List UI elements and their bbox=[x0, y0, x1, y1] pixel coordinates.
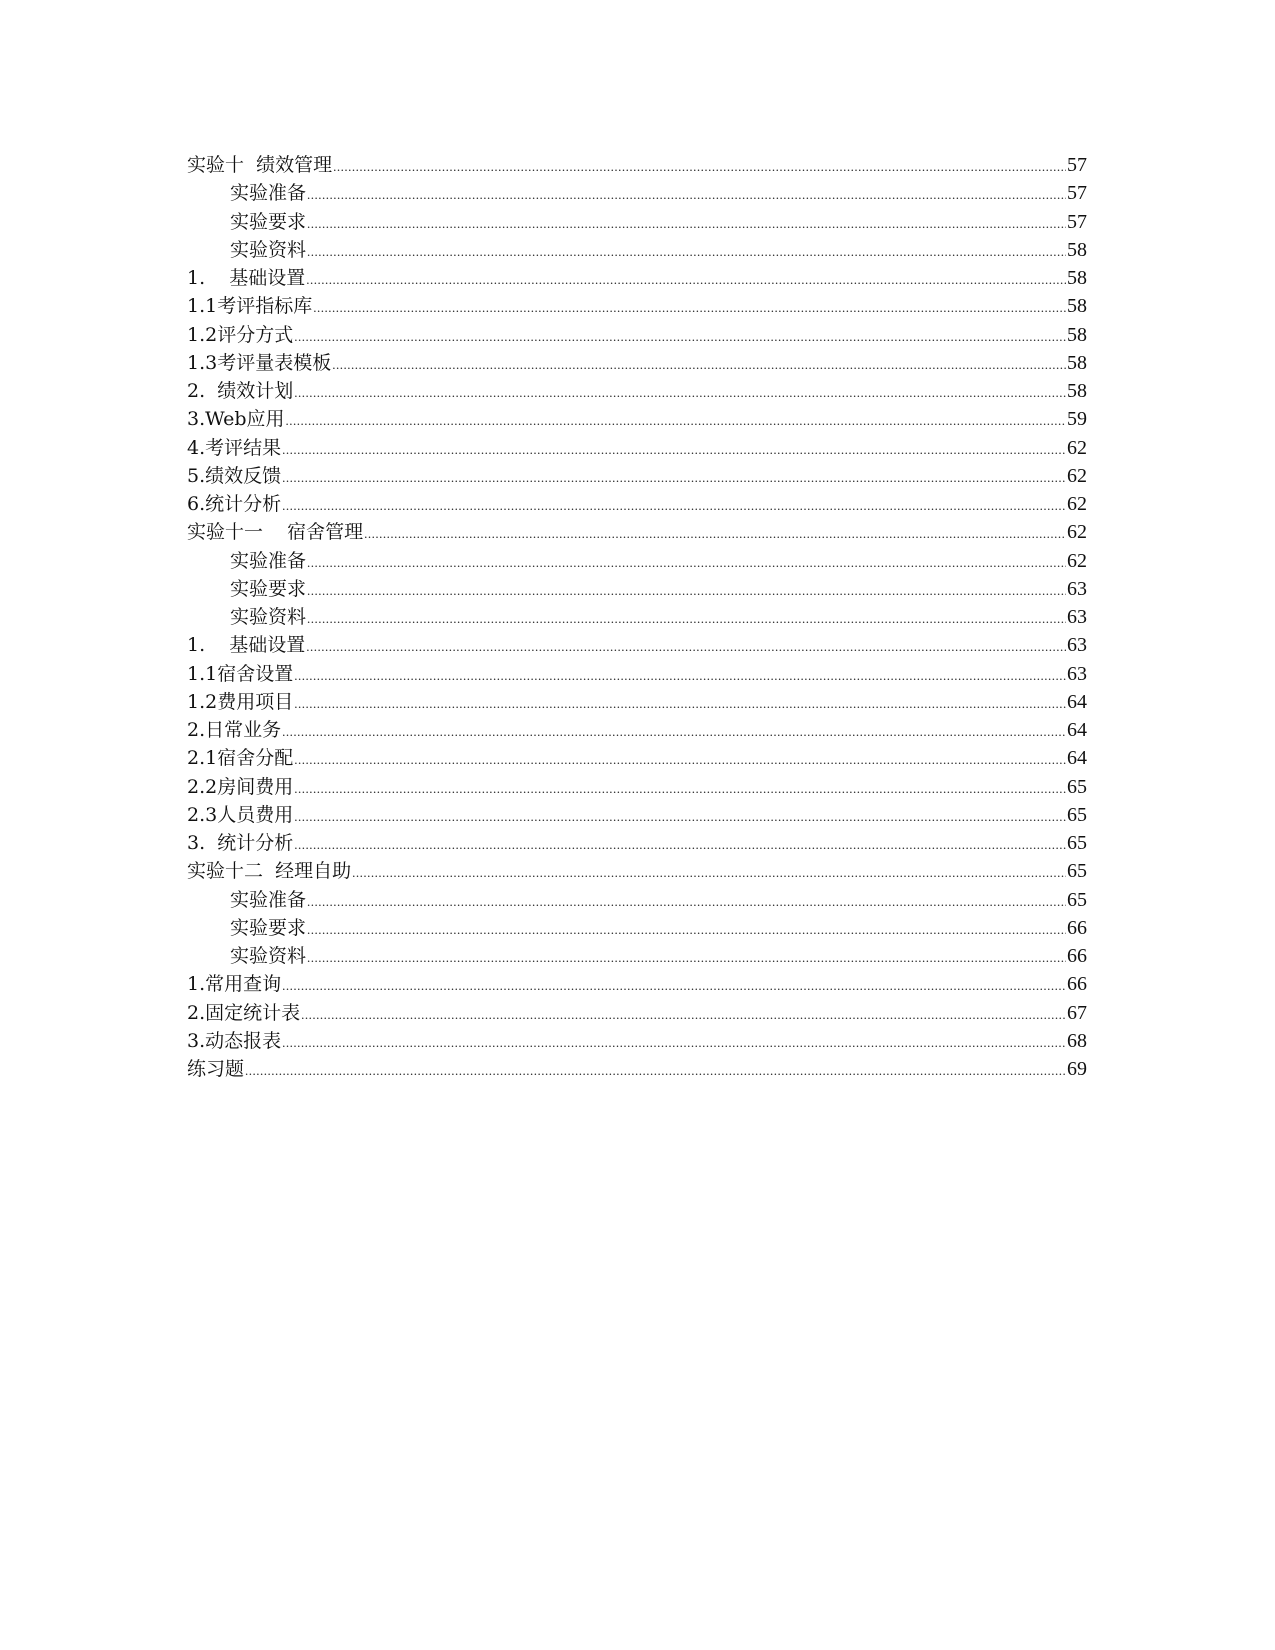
toc-entry-page-number: 62 bbox=[1067, 436, 1087, 459]
toc-dot-leader bbox=[307, 944, 1066, 972]
toc-entry-label: 2.2房间费用 bbox=[187, 775, 294, 798]
toc-dot-leader bbox=[306, 266, 1066, 294]
toc-entry-label: 3.Web应用 bbox=[187, 408, 285, 431]
toc-dot-leader bbox=[294, 323, 1066, 351]
toc-dot-leader bbox=[282, 436, 1066, 464]
toc-entry-page-number: 65 bbox=[1067, 775, 1087, 798]
toc-entry[interactable] bbox=[187, 236, 1087, 264]
toc-entry[interactable] bbox=[187, 886, 1087, 914]
toc-entry[interactable] bbox=[187, 1055, 1087, 1083]
toc-entry-page-number: 62 bbox=[1067, 521, 1087, 544]
toc-dot-leader bbox=[282, 464, 1066, 492]
toc-entry-label: 2.日常业务 bbox=[187, 719, 282, 741]
toc-dot-leader bbox=[333, 153, 1066, 181]
toc-entry-label: 实验要求 bbox=[230, 210, 307, 233]
toc-entry-page-number: 57 bbox=[1067, 182, 1087, 205]
toc-dot-leader bbox=[282, 1029, 1066, 1057]
toc-entry-page-number: 66 bbox=[1067, 973, 1087, 996]
toc-entry-label: 实验十一 宿舍管理 bbox=[187, 521, 364, 544]
toc-entry-label: 实验准备 bbox=[230, 182, 307, 205]
toc-entry-label: 实验十 绩效管理 bbox=[187, 154, 333, 176]
toc-entry[interactable] bbox=[187, 1027, 1087, 1055]
toc-entry[interactable] bbox=[187, 405, 1087, 433]
toc-dot-leader bbox=[282, 492, 1066, 520]
toc-entry-page-number: 59 bbox=[1067, 408, 1087, 431]
toc-entry[interactable] bbox=[187, 179, 1087, 207]
toc-entry-label: 3.动态报表 bbox=[187, 1029, 282, 1052]
toc-entry-label: 1. 基础设置 bbox=[187, 267, 306, 289]
toc-entry-label: 实验资料 bbox=[230, 238, 307, 261]
toc-entry-page-number: 64 bbox=[1067, 747, 1087, 770]
toc-entry-page-number: 63 bbox=[1067, 634, 1087, 657]
toc-entry[interactable] bbox=[187, 518, 1087, 546]
toc-entry[interactable] bbox=[187, 942, 1087, 970]
toc-entry[interactable] bbox=[187, 462, 1087, 490]
toc-entry-page-number: 57 bbox=[1067, 210, 1087, 233]
toc-entry-label: 实验准备 bbox=[230, 888, 307, 911]
toc-entry[interactable] bbox=[187, 744, 1087, 772]
toc-entry-label: 1.2费用项目 bbox=[187, 690, 294, 713]
toc-entry-label: 练习题 bbox=[187, 1058, 245, 1080]
toc-entry-page-number: 58 bbox=[1067, 323, 1087, 346]
toc-entry-page-number: 63 bbox=[1067, 577, 1087, 600]
toc-dot-leader bbox=[294, 662, 1066, 690]
toc-dot-leader bbox=[332, 351, 1066, 379]
toc-entry-page-number: 69 bbox=[1067, 1058, 1087, 1080]
toc-entry[interactable] bbox=[187, 377, 1087, 405]
toc-entry-page-number: 65 bbox=[1067, 803, 1087, 826]
toc-entry-page-number: 57 bbox=[1067, 154, 1087, 176]
toc-entry-page-number: 63 bbox=[1067, 662, 1087, 685]
toc-entry-label: 1. 基础设置 bbox=[187, 634, 306, 657]
toc-entry-label: 2.固定统计表 bbox=[187, 1001, 301, 1024]
toc-entry[interactable] bbox=[187, 688, 1087, 716]
toc-entry-label: 1.常用查询 bbox=[187, 973, 282, 996]
toc-entry-label: 3. 统计分析 bbox=[187, 832, 294, 854]
toc-dot-leader bbox=[307, 549, 1066, 577]
toc-entry-label: 4.考评结果 bbox=[187, 436, 282, 459]
toc-dot-leader bbox=[294, 831, 1066, 859]
toc-entry-page-number: 62 bbox=[1067, 464, 1087, 487]
toc-dot-leader bbox=[294, 746, 1066, 774]
toc-entry-label: 1.3考评量表模板 bbox=[187, 351, 332, 374]
toc-dot-leader bbox=[294, 379, 1066, 407]
toc-entry-label: 2.3人员费用 bbox=[187, 803, 294, 826]
toc-entry[interactable] bbox=[187, 603, 1087, 631]
toc-dot-leader bbox=[307, 181, 1066, 209]
toc-dot-leader bbox=[364, 520, 1066, 548]
toc-entry[interactable] bbox=[187, 547, 1087, 575]
toc-entry[interactable] bbox=[187, 151, 1087, 179]
toc-entry-page-number: 62 bbox=[1067, 549, 1087, 572]
toc-dot-leader bbox=[307, 577, 1066, 605]
toc-entry-label: 6.统计分析 bbox=[187, 493, 282, 515]
toc-entry-label: 实验准备 bbox=[230, 549, 307, 572]
toc-entry-label: 实验资料 bbox=[230, 606, 307, 628]
toc-dot-leader bbox=[307, 210, 1066, 238]
toc-entry-page-number: 58 bbox=[1067, 267, 1087, 289]
toc-entry-page-number: 66 bbox=[1067, 916, 1087, 939]
toc-entry-page-number: 65 bbox=[1067, 860, 1087, 883]
toc-dot-leader bbox=[282, 972, 1066, 1000]
toc-dot-leader bbox=[301, 1001, 1066, 1029]
toc-entry[interactable] bbox=[187, 434, 1087, 462]
toc-dot-leader bbox=[294, 803, 1066, 831]
toc-entry-page-number: 58 bbox=[1067, 238, 1087, 261]
toc-entry-label: 实验要求 bbox=[230, 577, 307, 600]
toc-dot-leader bbox=[352, 859, 1066, 887]
toc-entry[interactable] bbox=[187, 716, 1087, 744]
toc-entry-page-number: 66 bbox=[1067, 945, 1087, 967]
toc-entry-label: 实验资料 bbox=[230, 945, 307, 967]
toc-entry-label: 2.1宿舍分配 bbox=[187, 747, 294, 770]
toc-entry-label: 1.2评分方式 bbox=[187, 323, 294, 346]
toc-dot-leader bbox=[307, 605, 1066, 633]
toc-dot-leader bbox=[294, 690, 1066, 718]
toc-entry[interactable] bbox=[187, 490, 1087, 518]
toc-entry[interactable] bbox=[187, 970, 1087, 998]
toc-dot-leader bbox=[245, 1057, 1066, 1085]
toc-entry-label: 1.1考评指标库 bbox=[187, 295, 313, 318]
toc-dot-leader bbox=[286, 407, 1066, 435]
toc-entry-label: 1.1宿舍设置 bbox=[187, 662, 294, 685]
toc-entry-page-number: 67 bbox=[1067, 1001, 1087, 1024]
toc-entry[interactable] bbox=[187, 631, 1087, 659]
toc-entry-label: 5.绩效反馈 bbox=[187, 464, 282, 487]
toc-entry-page-number: 64 bbox=[1067, 690, 1087, 713]
toc-dot-leader bbox=[307, 916, 1066, 944]
toc-entry-page-number: 58 bbox=[1067, 380, 1087, 402]
toc-entry[interactable] bbox=[187, 857, 1087, 885]
toc-entry[interactable] bbox=[187, 801, 1087, 829]
toc-entry-page-number: 68 bbox=[1067, 1029, 1087, 1052]
toc-entry-page-number: 62 bbox=[1067, 493, 1087, 515]
toc-entry-page-number: 64 bbox=[1067, 719, 1087, 741]
toc-entry[interactable] bbox=[187, 292, 1087, 320]
toc-entry[interactable] bbox=[187, 829, 1087, 857]
toc-entry-page-number: 65 bbox=[1067, 832, 1087, 854]
toc-dot-leader bbox=[307, 238, 1066, 266]
toc-entry[interactable] bbox=[187, 999, 1087, 1027]
toc-entry-page-number: 63 bbox=[1067, 606, 1087, 628]
toc-entry-label: 实验十二 经理自助 bbox=[187, 860, 352, 883]
toc-entry-page-number: 58 bbox=[1067, 295, 1087, 318]
toc-dot-leader bbox=[306, 633, 1066, 661]
toc-entry[interactable] bbox=[187, 321, 1087, 349]
toc-dot-leader bbox=[313, 294, 1066, 322]
toc-entry[interactable] bbox=[187, 208, 1087, 236]
toc-dot-leader bbox=[282, 718, 1066, 746]
toc-entry[interactable] bbox=[187, 914, 1087, 942]
toc-dot-leader bbox=[307, 888, 1066, 916]
toc-entry-page-number: 58 bbox=[1067, 351, 1087, 374]
toc-entry[interactable] bbox=[187, 660, 1087, 688]
toc-entry[interactable] bbox=[187, 264, 1087, 292]
toc-entry[interactable] bbox=[187, 349, 1087, 377]
toc-entry-label: 2. 绩效计划 bbox=[187, 380, 294, 402]
table-of-contents bbox=[187, 151, 1087, 1083]
toc-entry[interactable] bbox=[187, 575, 1087, 603]
toc-entry[interactable] bbox=[187, 773, 1087, 801]
toc-entry-page-number: 65 bbox=[1067, 888, 1087, 911]
toc-dot-leader bbox=[294, 775, 1066, 803]
toc-entry-label: 实验要求 bbox=[230, 916, 307, 939]
